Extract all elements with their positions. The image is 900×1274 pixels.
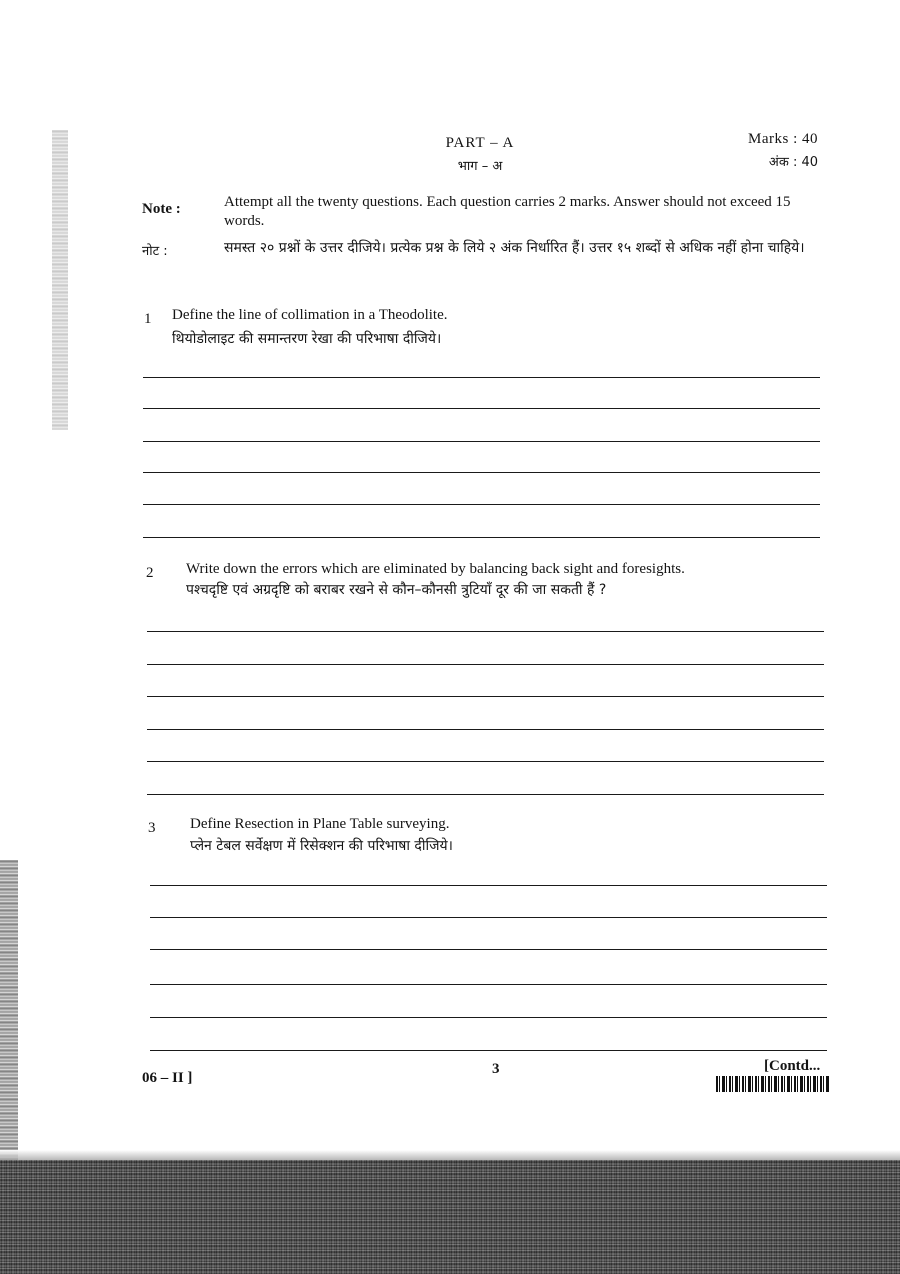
answer-line bbox=[147, 729, 824, 730]
answer-line bbox=[147, 696, 824, 697]
part-title: PART – A bbox=[445, 135, 515, 151]
answer-line bbox=[150, 1050, 827, 1051]
question-number: 1 bbox=[144, 311, 152, 327]
question-number: 3 bbox=[148, 820, 156, 836]
note-text-hindi: समस्त २० प्रश्नों के उत्तर दीजिये। प्रत्येक प्रश्न के लिये २ अंक निर्धारित हैं। उत्तर १५ शब्दों से अधिक नहीं होना चाहिये। bbox=[224, 240, 805, 256]
scan-shadow bbox=[0, 1160, 900, 1274]
paper-code: 06 – II ] bbox=[142, 1070, 193, 1086]
note-text: Attempt all the twenty questions. Each question carries 2 marks. Answer should not exceed 15 words. bbox=[224, 194, 791, 229]
question-text: Define Resection in Plane Table surveying. bbox=[190, 816, 450, 832]
answer-line bbox=[143, 377, 820, 378]
question-text-hindi: थियोडोलाइट की समान्तरण रेखा की परिभाषा दीजिये। bbox=[172, 331, 442, 347]
question-text: Define the line of collimation in a Theodolite. bbox=[172, 307, 448, 323]
answer-line bbox=[147, 761, 824, 762]
answer-line bbox=[150, 885, 827, 886]
binding-edge-upper bbox=[52, 130, 68, 430]
answer-line bbox=[143, 472, 820, 473]
answer-line bbox=[143, 504, 820, 505]
marks-label-hindi: अंक : 40 bbox=[768, 155, 818, 170]
answer-line bbox=[147, 631, 824, 632]
question-number: 2 bbox=[146, 565, 154, 581]
answer-line bbox=[143, 408, 820, 409]
continued-label: [Contd... bbox=[764, 1058, 821, 1074]
marks-label: Marks : 40 bbox=[748, 131, 818, 147]
barcode bbox=[716, 1076, 830, 1092]
question-text-hindi: पश्चदृष्टि एवं अग्रदृष्टि को बराबर रखने से कौन–कौनसी त्रुटियाँ दूर की जा सकती हैं ? bbox=[186, 582, 607, 598]
answer-line bbox=[147, 664, 824, 665]
page-number: 3 bbox=[492, 1061, 500, 1077]
answer-line bbox=[150, 949, 827, 950]
note-label-hindi: नोट : bbox=[142, 244, 168, 259]
question-text: Write down the errors which are eliminated by balancing back sight and foresights. bbox=[186, 561, 685, 577]
answer-line bbox=[150, 984, 827, 985]
answer-line bbox=[150, 917, 827, 918]
answer-line bbox=[150, 1017, 827, 1018]
note-label: Note : bbox=[142, 201, 181, 217]
binding-edge-lower bbox=[0, 860, 18, 1160]
answer-line bbox=[143, 441, 820, 442]
question-text-hindi: प्लेन टेबल सर्वेक्षण में रिसेक्शन की परिभाषा दीजिये। bbox=[190, 838, 453, 854]
answer-line bbox=[143, 537, 820, 538]
answer-line bbox=[147, 794, 824, 795]
part-title-hindi: भाग – अ bbox=[457, 159, 503, 174]
